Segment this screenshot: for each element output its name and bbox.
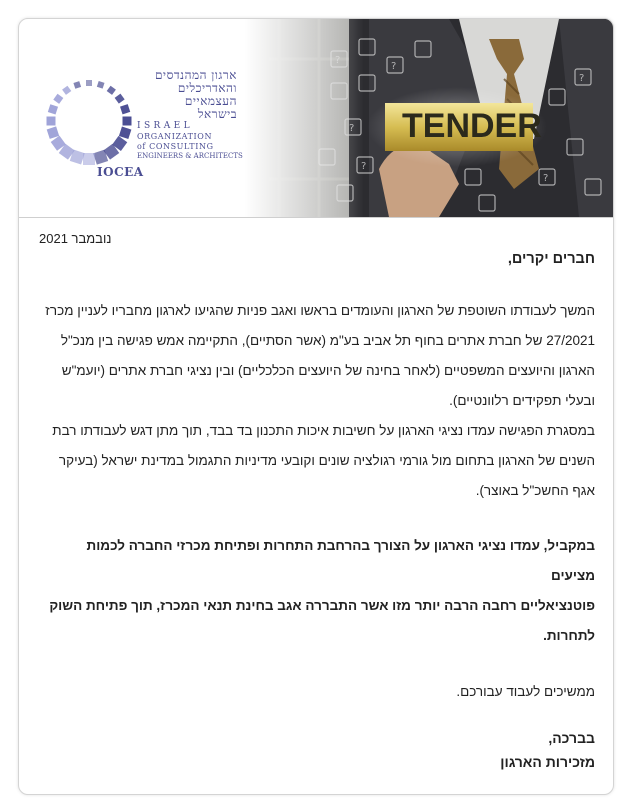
paragraph-line: השנים של הארגון בתחום מול גורמי רגולציה שונים וקובעי מדיניות התגמול במדינת ישראל (בעיקר — [58, 453, 595, 468]
paragraph-line: אגף החשכ"ל באוצר). — [475, 483, 595, 498]
logo-english-line: of CONSULTING — [137, 142, 214, 151]
logo-english-line: ISRAEL — [137, 121, 193, 131]
logo-hebrew-line: והאדריכלים — [177, 81, 237, 95]
paragraph-line: לתחרות. — [543, 628, 595, 643]
paragraph-3 — [39, 531, 595, 651]
header-banner — [19, 19, 613, 218]
paragraph-2 — [39, 416, 595, 506]
logo-square-icon — [62, 86, 71, 95]
paragraph-line: המשך לעבודתו השוטפת של הארגון והעומדים בראשו ואגב פניות שהגיעו לארגון מחבריו לעניין מכרז — [45, 303, 595, 318]
logo-square-icon — [47, 117, 56, 126]
logo-square-icon — [123, 117, 132, 126]
paragraph-line: פוטנציאליים רחבה הרבה יותר מזו אשר התבררה אגב בחינת תנאי המכרז, תוך פתיחת השוק — [49, 598, 595, 613]
logo-square-icon — [119, 127, 131, 139]
paragraph-line: 27/2021 של חברת אתרים בחוף תל אביב בע"מ (אשר הסתיים), התקיימה אמש פגישה בין מנכ"ל — [60, 333, 595, 348]
signoff: בברכה, — [548, 730, 595, 746]
logo-square-icon — [107, 86, 116, 95]
logo-english-line: ENGINEERS & ARCHITECTS — [137, 152, 243, 160]
logo-square-icon — [47, 126, 59, 138]
logo-square-icon — [48, 104, 58, 114]
logo-square-icon — [120, 104, 130, 114]
paragraph-line: הארגון והיועצים המשפטיים (לאחר בחינה של היועצים הכלכליים) ובין נציגי חברת אתרים (יועמ"ש — [61, 363, 595, 378]
letter-frame — [18, 18, 614, 795]
logo-hebrew-line: העצמאיים — [184, 94, 237, 108]
signature: מזכירות הארגון — [500, 754, 595, 770]
logo-square-icon — [83, 153, 95, 165]
letter-date: נובמבר 2021 — [39, 231, 112, 246]
logo-square-icon — [86, 80, 92, 86]
tender-banner-label: TENDER — [402, 107, 542, 145]
paragraph-1 — [39, 296, 595, 416]
paragraph-line: ובעלי תפקידים רלוונטיים). — [449, 393, 595, 408]
logo-ring-icon — [47, 80, 132, 165]
logo-wordmark — [137, 68, 243, 160]
logo-hebrew-line: בישראל — [197, 107, 237, 121]
letter-body — [39, 241, 595, 775]
logo-square-icon — [115, 94, 125, 104]
logo-abbreviation: IOCEA — [97, 165, 144, 179]
paragraph-line: במקביל, עמדו נציגי הארגון על הצורך בהרחבת התחרות ופתיחת מכרזי החברה לכמות מציעים — [86, 538, 595, 583]
logo-english-line: ORGANIZATION — [137, 132, 213, 141]
logo-square-icon — [73, 81, 81, 89]
logo-square-icon — [53, 94, 63, 104]
letter-greeting: חברים יקרים, — [507, 251, 595, 267]
paragraph-line: במסגרת הפגישה עמדו נציגי הארגון על חשיבות איכות התכנון בד בבד, תוך מתן דגש לעבודתו רבת — [52, 423, 595, 438]
iocea-logo-mark — [41, 73, 141, 173]
logo-square-icon — [97, 81, 105, 89]
closing-line: ממשיכים לעבוד עבורכם. — [456, 684, 595, 699]
logo-hebrew-line: ארגון המהנדסים — [154, 68, 237, 82]
